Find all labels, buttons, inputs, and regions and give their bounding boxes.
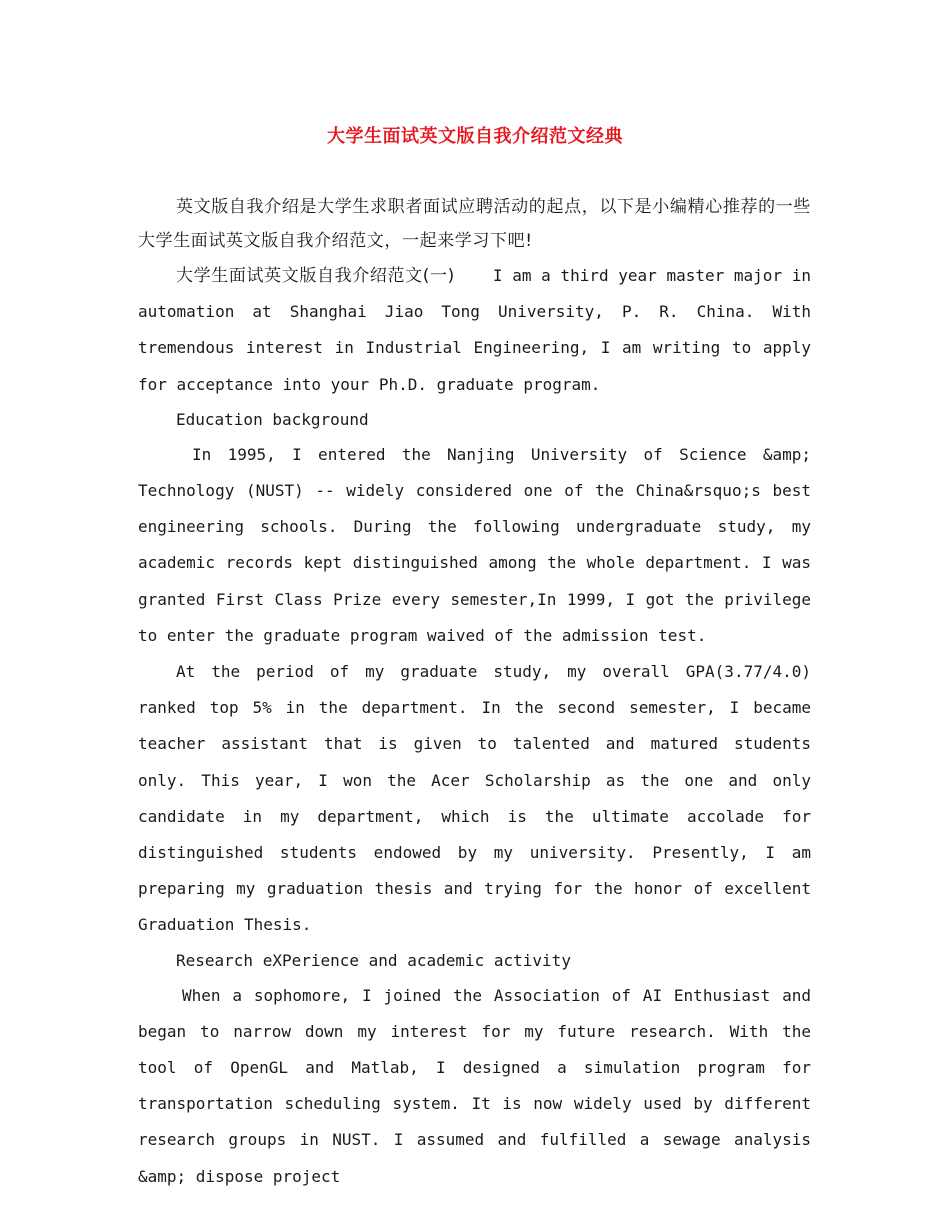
education-paragraph-1: In 1995, I entered the Nanjing University of Science &amp; Technology (NUST) -- widely considered one of the China&rsquo;s best engineering schools. During the following undergraduate study, my academic records kept distinguished among the whole department. I was granted First Class Prize every semester,In 1999, I got the privilege to enter the graduate program waived of the admission test. [138,444,811,645]
sample-heading: 大学生面试英文版自我介绍范文(一) [176,266,455,286]
education-paragraph-2: At the period of my graduate study, my overall GPA(3.77/4.0) ranked top 5% in the department. In the second semester, I became teacher assistant that is given to talented and matured students only. This year, I won the Acer Scholarship as the one and only candidate in my department, which is the ultimate accolade for distinguished students endowed by my university. Presently, I am preparing my graduation thesis and trying for the honor of excellent Graduation Thesis. [138,662,811,935]
section-heading-research: Research eXPerience and academic activity [176,950,571,970]
section-heading-education: Education background [176,409,369,429]
research-paragraph-1: When a sophomore, I joined the Association of AI Enthusiast and began to narrow down my interest for my future research. With the tool of OpenGL and Matlab, I designed a simulation program for transportation scheduling system. It is now widely used by different research groups in NUST. I assumed and fulfilled a sewage analysis &amp; dispose project [138,985,811,1186]
document-title: 大学生面试英文版自我介绍范文经典 [327,126,623,147]
document-body [138,190,811,1195]
sample-opening-text: I am a third year master major in automation at Shanghai Jiao Tong University, P. R. China. With tremendous interest in Industrial Engineering, I am writing to apply for acceptance into your Ph.D. graduate program. [138,266,811,394]
sample-opening-paragraph [138,258,811,403]
intro-paragraph: 英文版自我介绍是大学生求职者面试应聘活动的起点，以下是小编精心推荐的一些大学生面试英文版自我介绍范文，一起来学习下吧! [138,197,811,251]
